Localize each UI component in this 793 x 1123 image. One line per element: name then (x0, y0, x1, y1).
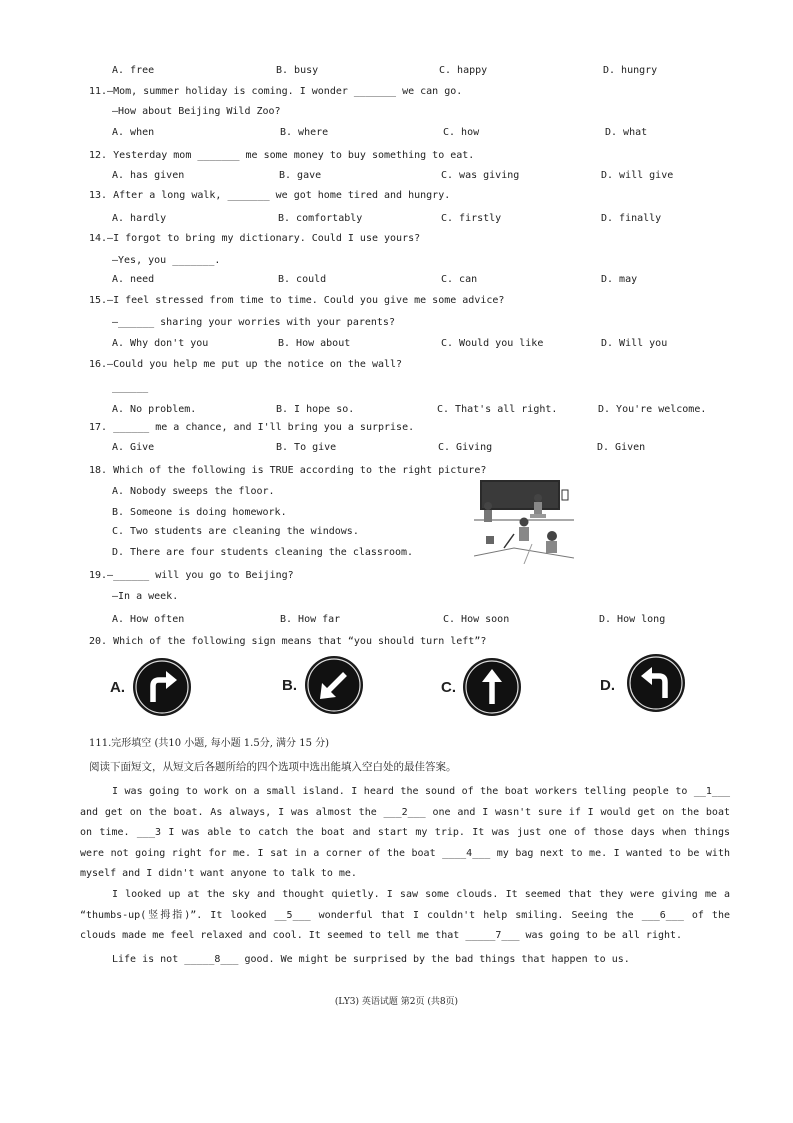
turn-right-sign-icon[interactable] (133, 658, 191, 716)
q12-option-d[interactable]: D. will give (601, 170, 674, 181)
q13-option-a[interactable]: A. hardly (112, 213, 167, 224)
passage-p2-text: I looked up at the sky and thought quietly. I saw some clouds. It seemed that they were giving me a “thumbs-up(竖拇指)”. It looked __5___ wonderful that I couldn't help smiling. Seeing the ___6___ of the clouds made me feel relaxed and cool. It seemed to tell me that _____7___ was going to be all right. (80, 889, 730, 941)
q19-option-d[interactable]: D. How long (599, 614, 666, 625)
q16-option-b[interactable]: B. I hope so. (276, 404, 355, 415)
q11-option-a[interactable]: A. when (112, 127, 155, 138)
q11-option-d[interactable]: D. what (605, 127, 648, 138)
q19-option-c[interactable]: C. How soon (443, 614, 510, 625)
q13-option-d[interactable]: D. finally (601, 213, 662, 224)
q10-option-b[interactable]: B. busy (276, 65, 319, 76)
q19-option-a[interactable]: A. How often (112, 614, 185, 625)
q17-option-a[interactable]: A. Give (112, 442, 155, 453)
q13-option-c[interactable]: C. firstly (441, 213, 502, 224)
q15-option-b[interactable]: B. How about (278, 338, 351, 349)
q16-option-c[interactable]: C. That's all right. (437, 404, 558, 415)
q11-option-b[interactable]: B. where (280, 127, 329, 138)
q13-option-b[interactable]: B. comfortably (278, 213, 363, 224)
q18-option-c[interactable]: C. Two students are cleaning the windows. (112, 526, 359, 537)
q15-option-a[interactable]: A. Why don't you (112, 338, 209, 349)
q20-stem: 20. Which of the following sign means that “you should turn left”? (89, 636, 487, 647)
down-left-arrow-sign-icon[interactable] (305, 656, 363, 714)
q15-stem: 15.—I feel stressed from time to time. Could you give me some advice? (89, 295, 505, 306)
q15-option-c[interactable]: C. Would you like (441, 338, 544, 349)
q12-stem: 12. Yesterday mom _______ me some money to buy something to eat. (89, 150, 475, 161)
q20-label-a[interactable]: A. (110, 679, 125, 696)
q12-option-c[interactable]: C. was giving (441, 170, 520, 181)
q17-option-d[interactable]: D. Given (597, 442, 646, 453)
q10-option-a[interactable]: A. free (112, 65, 155, 76)
passage-paragraph-2 (80, 885, 730, 947)
section3-heading: 111.完形填空 (共10 小题, 每小题 1.5分, 满分 15 分) (89, 738, 330, 749)
passage-p1-text: I was going to work on a small island. I heard the sound of the boat workers telling people to __1___ and get on the boat. As always, I was almost the ___2___ one and I wasn't sure if I would get on the boat on time. ___3 I was able to catch the boat and start my trip. It was just one of those days when things were not going right for me. I sat in a corner of the boat ____4___ my bag next to me. I wanted to be with myself and I didn't want anyone to talk to me. (80, 786, 730, 879)
q14-stem: 14.—I forgot to bring my dictionary. Could I use yours? (89, 233, 421, 244)
q14-reply: —Yes, you _______. (112, 255, 221, 266)
q16-reply-blank: ______ (112, 382, 149, 393)
q15-option-d[interactable]: D. Will you (601, 338, 668, 349)
q14-option-a[interactable]: A. need (112, 274, 155, 285)
q13-stem: 13. After a long walk, _______ we got home tired and hungry. (89, 190, 451, 201)
q14-option-c[interactable]: C. can (441, 274, 478, 285)
q11-option-c[interactable]: C. how (443, 127, 480, 138)
q16-option-a[interactable]: A. No problem. (112, 404, 197, 415)
q16-option-d[interactable]: D. You're welcome. (598, 404, 707, 415)
q11-stem: 11.—Mom, summer holiday is coming. I wonder _______ we can go. (89, 86, 463, 97)
q11-reply: —How about Beijing Wild Zoo? (112, 106, 281, 117)
classroom-cleaning-picture (474, 478, 574, 564)
q14-option-b[interactable]: B. could (278, 274, 327, 285)
q20-label-c[interactable]: C. (441, 679, 456, 696)
passage-paragraph-1 (80, 782, 730, 885)
q14-option-d[interactable]: D. may (601, 274, 638, 285)
straight-ahead-sign-icon[interactable] (463, 658, 521, 716)
page-footer: (LY3) 英语试题 第2页 (共8页) (334, 997, 459, 1007)
passage-p3-text: Life is not _____8___ good. We might be surprised by the bad things that happen to us. (112, 954, 630, 965)
q20-label-d[interactable]: D. (600, 677, 615, 694)
q17-option-c[interactable]: C. Giving (438, 442, 493, 453)
q17-stem: 17. ______ me a chance, and I'll bring you a surprise. (89, 422, 415, 433)
q19-stem: 19.—______ will you go to Beijing? (89, 570, 294, 581)
q16-stem: 16.—Could you help me put up the notice on the wall? (89, 359, 403, 370)
q12-option-a[interactable]: A. has given (112, 170, 185, 181)
q19-option-b[interactable]: B. How far (280, 614, 341, 625)
q12-option-b[interactable]: B. gave (279, 170, 322, 181)
passage-paragraph-3 (80, 950, 730, 971)
turn-left-sign-icon[interactable] (627, 654, 685, 712)
q17-option-b[interactable]: B. To give (276, 442, 337, 453)
q15-reply: —______ sharing your worries with your parents? (112, 317, 395, 328)
q20-label-b[interactable]: B. (282, 677, 297, 694)
q10-option-c[interactable]: C. happy (439, 65, 488, 76)
q10-option-d[interactable]: D. hungry (603, 65, 658, 76)
q18-option-a[interactable]: A. Nobody sweeps the floor. (112, 486, 275, 497)
q18-option-d[interactable]: D. There are four students cleaning the classroom. (112, 547, 414, 558)
q18-stem: 18. Which of the following is TRUE according to the right picture? (89, 465, 487, 476)
q19-reply: —In a week. (112, 591, 179, 602)
q18-option-b[interactable]: B. Someone is doing homework. (112, 507, 287, 518)
section3-instruction: 阅读下面短文，从短文后各题所给的四个选项中选出能填入空白处的最佳答案。 (89, 761, 457, 773)
